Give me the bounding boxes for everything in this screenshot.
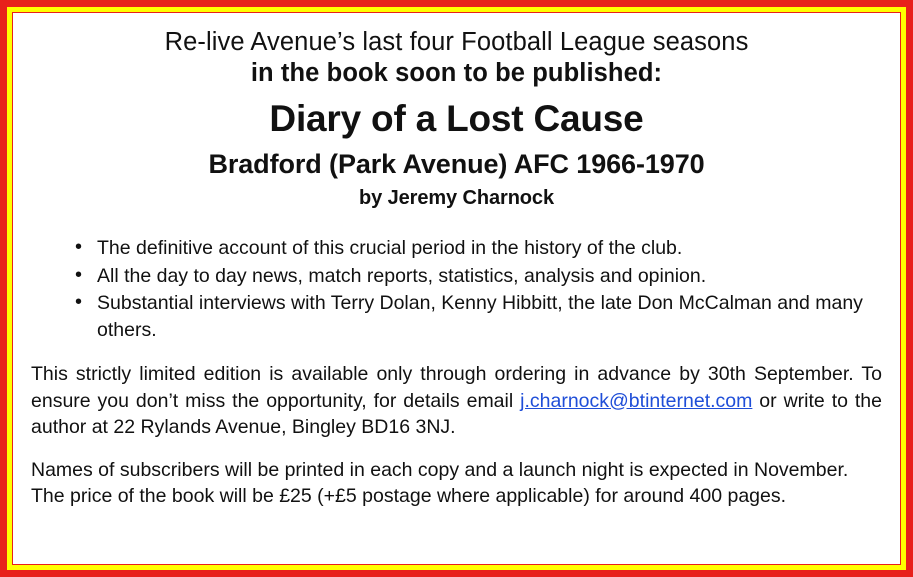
email-link[interactable]: j.charnock@btinternet.com [520,389,753,412]
ordering-text-after-email: or write to the author at 22 Rylands Avenue, Bingley BD16 3NJ. [31,389,882,438]
book-author: by Jeremy Charnock [359,187,554,209]
ordering-paragraph [29,361,884,441]
subscribers-paragraph: Names of subscribers will be printed in each copy and a launch night is expected in November. The price of the book will be £25 (+£5 postage where applicable) for around 400 pages. [31,458,849,507]
list-item: • All the day to day news, match reports, statistics, analysis and opinion. [75,263,884,290]
headline-line-2: in the book soon to be published: [250,59,663,87]
feature-bullet-list [29,235,884,343]
book-title: Diary of a Lost Cause [269,98,644,139]
book-subtitle: Bradford (Park Avenue) AFC 1966-1970 [208,149,705,179]
headline-line-1: Re-live Avenue’s last four Football League seasons [164,28,749,56]
list-item: • The definitive account of this crucial period in the history of the club. [75,235,884,262]
poster-content [12,12,901,565]
headline-block [29,27,884,213]
list-item: • Substantial interviews with Terry Dolan, Kenny Hibbitt, the late Don McCalman and many others. [75,290,884,343]
ordering-text-before-email: This strictly limited edition is available only through ordering in advance by 30th September. To ensure you don’t miss the opportunity, for details email [31,363,882,412]
